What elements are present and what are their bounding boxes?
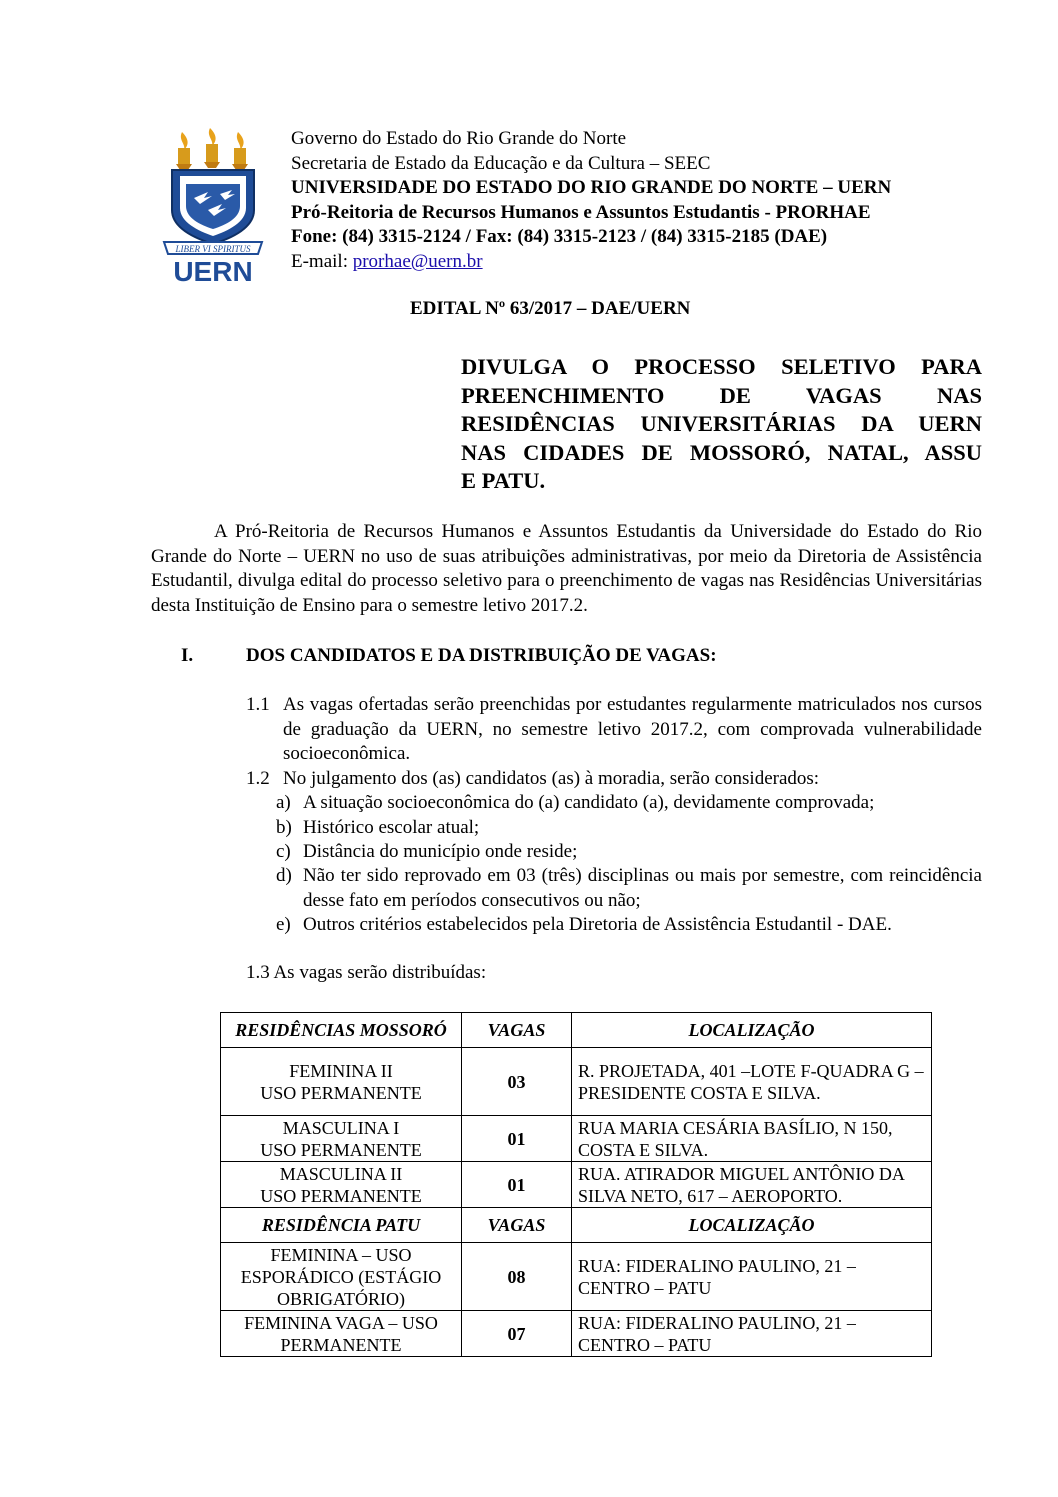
edital-ementa [461, 353, 982, 496]
header-line-email [291, 250, 891, 275]
vagas-cell: 03 [462, 1048, 572, 1116]
residence-cell: FEMININA VAGA – USO PERMANENTE [221, 1311, 462, 1357]
table-row [221, 1162, 932, 1208]
criterion-text: Não ter sido reprovado em 03 (três) disciplinas ou mais por semestre, com reincidência desse fato em períodos consecutivos ou não; [303, 865, 982, 911]
intro-paragraph: A Pró-Reitoria de Recursos Humanos e Assuntos Estudantis da Universidade do Estado do Rio Grande do Norte – UERN no uso de suas atribuições administrativas, por meio da Diretoria de Assistência Estudantil, divulga edital do processo seletivo para o preenchimento de vagas nas Residências Universitárias desta Instituição de Ensino para o semestre letivo 2017.2. [151, 521, 982, 616]
ementa-line: NAS CIDADES DE MOSSORÓ, NATAL, ASSU [461, 439, 982, 465]
residence-cell: FEMININA – USO ESPORÁDICO (ESTÁGIO OBRIGATÓRIO) [221, 1243, 462, 1311]
location-cell: RUA MARIA CESÁRIA BASÍLIO, N 150, COSTA E SILVA. [572, 1116, 932, 1162]
svg-text:UERN: UERN [173, 256, 253, 284]
header-line-prorhae: Pró-Reitoria de Recursos Humanos e Assuntos Estudantis - PRORHAE [291, 201, 871, 223]
item-number: 1.1 [246, 694, 270, 715]
table-row [221, 1048, 932, 1116]
criterion-letter: b) [276, 817, 292, 838]
criterion-text: Histórico escolar atual; [303, 817, 480, 838]
column-header-residencia-patu: RESIDÊNCIA PATU [221, 1208, 462, 1243]
uern-logo [160, 124, 266, 284]
item-number: 1.2 [246, 768, 270, 789]
criterion-text: Outros critérios estabelecidos pela Diretoria de Assistência Estudantil - DAE. [303, 914, 892, 935]
table-header-row [221, 1208, 932, 1243]
table-row [221, 1311, 932, 1357]
table-row [221, 1243, 932, 1311]
table-row [221, 1116, 932, 1162]
location-cell: R. PROJETADA, 401 –LOTE F-QUADRA G – PRESIDENTE COSTA E SILVA. [572, 1048, 932, 1116]
residence-cell: MASCULINA II USO PERMANENTE [221, 1162, 462, 1208]
location-cell: RUA. ATIRADOR MIGUEL ANTÔNIO DA SILVA NETO, 617 – AEROPORTO. [572, 1162, 932, 1208]
uern-crest-icon [160, 124, 266, 284]
section-title: DOS CANDIDATOS E DA DISTRIBUIÇÃO DE VAGAS: [246, 645, 717, 666]
institution-header [291, 127, 891, 275]
criterion-text: Distância do município onde reside; [303, 841, 578, 862]
ementa-line: PREENCHIMENTO DE VAGAS NAS [461, 382, 982, 408]
column-header-vagas: VAGAS [462, 1208, 572, 1243]
column-header-localizacao: LOCALIZAÇÃO [572, 1013, 932, 1048]
criterion-c [276, 840, 982, 865]
email-label: E-mail: [291, 250, 353, 272]
item-text: No julgamento dos (as) candidatos (as) à moradia, serão considerados: [283, 768, 820, 789]
criterion-letter: e) [276, 914, 291, 935]
section-number: I. [181, 645, 194, 666]
item-text: As vagas serão distribuídas: [273, 962, 487, 983]
criterion-letter: d) [276, 865, 292, 886]
svg-text:LIBER VI SPIRITUS: LIBER VI SPIRITUS [175, 244, 251, 254]
location-cell: RUA: FIDERALINO PAULINO, 21 – CENTRO – PATU [572, 1311, 932, 1357]
vagas-cell: 08 [462, 1243, 572, 1311]
torches-icon [176, 128, 248, 170]
item-1-3 [246, 961, 982, 986]
criterion-d [276, 864, 982, 913]
ementa-line: DIVULGA O PROCESSO SELETIVO PARA [461, 354, 982, 379]
column-header-localizacao: LOCALIZAÇÃO [572, 1208, 932, 1243]
criterion-b [276, 816, 982, 841]
vagas-cell: 01 [462, 1116, 572, 1162]
residence-cell: FEMININA II USO PERMANENTE [221, 1048, 462, 1116]
edital-title: EDITAL Nº 63/2017 – DAE/UERN [410, 298, 691, 319]
vagas-cell: 07 [462, 1311, 572, 1357]
residence-cell: MASCULINA I USO PERMANENTE [221, 1116, 462, 1162]
criterion-a [276, 791, 982, 816]
header-line-universidade: UNIVERSIDADE DO ESTADO DO RIO GRANDE DO NORTE – UERN [291, 177, 892, 199]
column-header-residencias: RESIDÊNCIAS MOSSORÓ [221, 1013, 462, 1048]
vagas-cell: 01 [462, 1162, 572, 1208]
criterion-letter: c) [276, 841, 291, 862]
header-line-secretaria: Secretaria de Estado da Educação e da Cultura – SEEC [291, 152, 711, 174]
location-cell: RUA: FIDERALINO PAULINO, 21 – CENTRO – PATU [572, 1243, 932, 1311]
ementa-line: RESIDÊNCIAS UNIVERSITÁRIAS DA UERN [461, 411, 982, 436]
table-header-row [221, 1013, 932, 1048]
criterion-text: A situação socioeconômica do (a) candidato (a), devidamente comprovada; [303, 792, 875, 813]
item-1-1 [246, 693, 982, 767]
item-1-2 [246, 767, 982, 792]
item-number: 1.3 [246, 962, 270, 983]
item-text: As vagas ofertadas serão preenchidas por estudantes regularmente matriculados nos cursos de graduação da UERN, no semestre letivo 2017.2, com comprovada vulnerabilidade socioeconômica. [283, 694, 982, 764]
email-link[interactable]: prorhae@uern.br [352, 250, 483, 272]
header-line-governo: Governo do Estado do Rio Grande do Norte [291, 128, 627, 149]
criterion-e [276, 913, 982, 938]
criterion-letter: a) [276, 792, 291, 813]
column-header-vagas: VAGAS [462, 1013, 572, 1048]
vacancies-table [220, 1012, 932, 1357]
ementa-line: E PATU. [461, 468, 546, 493]
header-line-fone: Fone: (84) 3315-2124 / Fax: (84) 3315-2123 / (84) 3315-2185 (DAE) [291, 226, 828, 248]
